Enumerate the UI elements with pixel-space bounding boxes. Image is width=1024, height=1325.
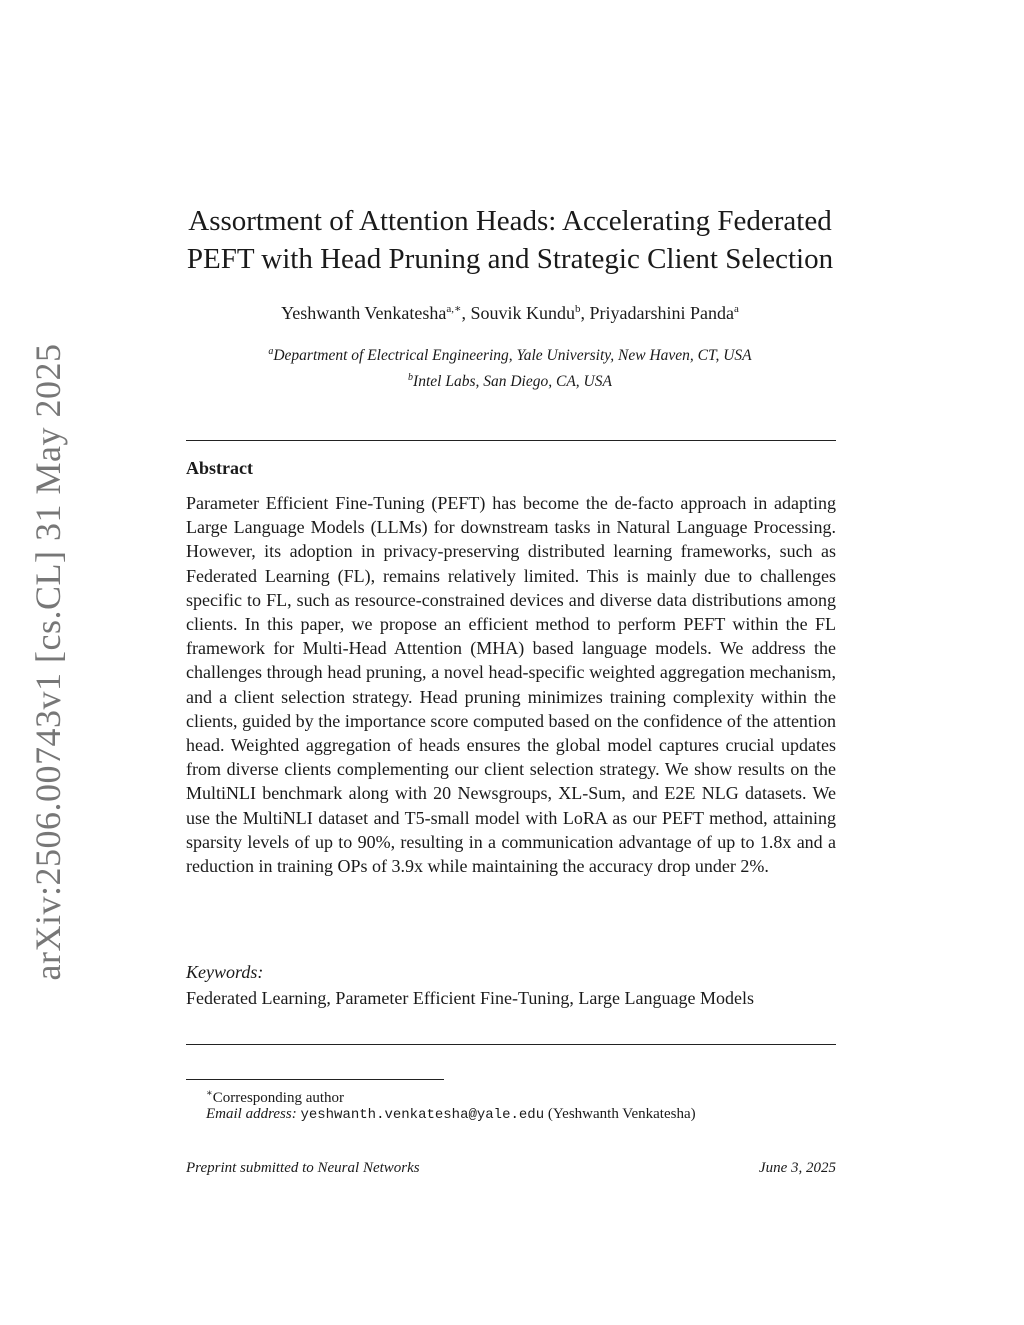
affiliation-text: Intel Labs, San Diego, CA, USA bbox=[413, 373, 612, 391]
affiliation-text: Department of Electrical Engineering, Yale University, New Haven, CT, USA bbox=[273, 347, 752, 365]
paper-title bbox=[150, 202, 870, 278]
author-name: Yeshwanth Venkatesha bbox=[281, 303, 447, 323]
author-separator: , bbox=[461, 303, 471, 323]
keywords-text: Federated Learning, Parameter Efficient Fine-Tuning, Large Language Models bbox=[186, 988, 754, 1008]
author-affiliation-marker: b bbox=[575, 303, 581, 315]
author-affiliation-marker: a bbox=[734, 303, 739, 315]
abstract-text: Parameter Efficient Fine-Tuning (PEFT) has become the de-facto approach in adapting Large Language Models (LLMs) for downstream tasks in Natural Language Processing. However, its adoption in privacy-preserving distributed learning frameworks, such as Federated Learning (FL), remains relatively limited. This is mainly due to challenges specific to FL, such as resource-constrained devices and diverse data distributions among clients. In this paper, we propose an efficient method to perform PEFT within the FL framework for Multi-Head Attention (MHA) based language models. We address the challenges through head pruning, a novel head-specific weighted aggregation mechanism, and a client selection strategy. Head pruning minimizes training complexity within the clients, guided by the importance score computed based on the confidence of the attention head. Weighted aggregation of heads ensures the global model captures crucial updates from diverse clients complementing our client selection strategy. We show results on the MultiNLI benchmark along with 20 Newsgroups, XL-Sum, and E2E NLG datasets. We use the MultiNLI dataset and T5-small model with LoRA as our PEFT method, attaining sparsity levels of up to 90%, resulting in a communication advantage of up to 1.8x and a reduction in training OPs of 3.9x while maintaining the accuracy drop under 2%. bbox=[186, 493, 836, 877]
keywords-label: Keywords: bbox=[186, 962, 264, 982]
affiliation-line bbox=[150, 367, 870, 393]
email-label: Email address: bbox=[206, 1106, 297, 1122]
affiliation-marker: b bbox=[408, 372, 414, 384]
preprint-date: June 3, 2025 bbox=[758, 1160, 836, 1176]
affiliations bbox=[150, 341, 870, 393]
abstract-top-rule bbox=[186, 440, 836, 441]
paper-title-line-1: Assortment of Attention Heads: Accelerating Federated bbox=[188, 205, 832, 237]
abstract-heading: Abstract bbox=[186, 458, 253, 478]
abstract-bottom-rule bbox=[186, 1044, 836, 1045]
author-affiliation-marker: a,∗ bbox=[446, 303, 462, 315]
arxiv-identifier-stamp: arXiv:2506.00743v1 [cs.CL] 31 May 2025 bbox=[28, 343, 68, 981]
preprint-notice: Preprint submitted to Neural Networks bbox=[186, 1160, 420, 1176]
email-owner: (Yeshwanth Venkatesha) bbox=[547, 1106, 696, 1122]
author-name: Priyadarshini Panda bbox=[589, 303, 735, 323]
author-name: Souvik Kundu bbox=[470, 303, 576, 323]
email-footnote bbox=[206, 1104, 696, 1125]
paper-title-line-2: PEFT with Head Pruning and Strategic Client Selection bbox=[186, 243, 834, 275]
corresponding-author-text: Corresponding author bbox=[212, 1090, 345, 1106]
footnote-rule bbox=[186, 1079, 444, 1080]
footnote-marker: ∗ bbox=[206, 1088, 213, 1099]
affiliation-line bbox=[150, 341, 870, 367]
author-list bbox=[150, 302, 870, 324]
author-separator: , bbox=[580, 303, 590, 323]
email-address-link[interactable]: yeshwanth.venkatesha@yale.edu bbox=[300, 1107, 545, 1123]
affiliation-marker: a bbox=[268, 346, 274, 357]
